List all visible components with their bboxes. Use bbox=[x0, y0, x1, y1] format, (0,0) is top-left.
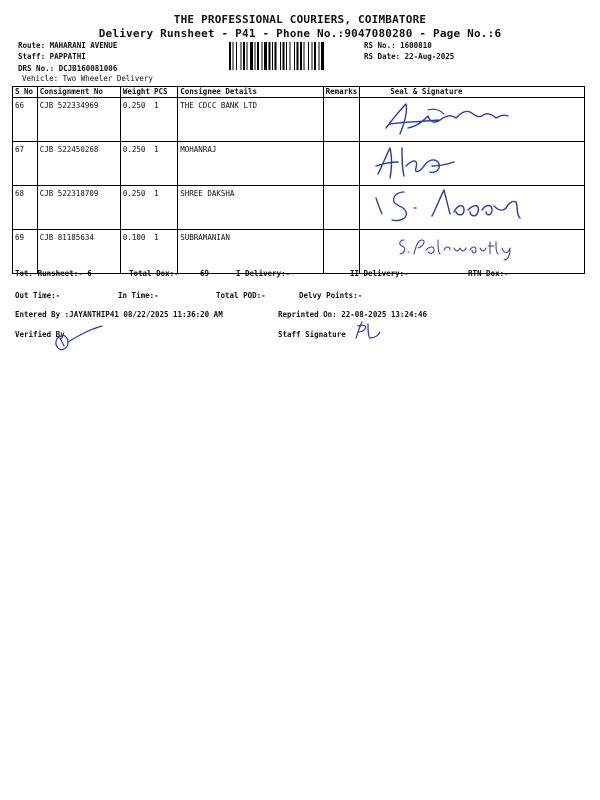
col-sno: S No bbox=[13, 87, 38, 98]
cell-pcs: 1 bbox=[152, 230, 178, 274]
rtn-dox: RTN Dox:- bbox=[468, 269, 509, 278]
cell-consignee: THE CDCC BANK LTD bbox=[178, 98, 323, 142]
total-dox-label: Total Dox:- bbox=[129, 269, 179, 278]
vehicle-label: Vehicle: Two Wheeler Delivery bbox=[22, 74, 153, 83]
entered-by: Entered By :JAYANTHIP41 08/22/2025 11:36:20 AM bbox=[15, 310, 223, 319]
ii-delivery: II Delivery:- bbox=[350, 269, 409, 278]
runsheet-subtitle: Delivery Runsheet - P41 - Phone No.:9047080280 - Page No.:6 bbox=[98, 27, 502, 40]
total-pod: Total POD:- bbox=[216, 291, 266, 300]
cell-sno: 68 bbox=[13, 186, 38, 230]
cell-sno: 69 bbox=[13, 230, 38, 274]
table-header-row bbox=[13, 87, 585, 98]
staff-label: Staff: PAPPATHI bbox=[18, 52, 86, 61]
cell-weight: 0.100 bbox=[120, 230, 152, 274]
cell-sno: 66 bbox=[13, 98, 38, 142]
i-delivery: I Delivery:- bbox=[236, 269, 291, 278]
cell-consignment: CJB 522318709 bbox=[37, 186, 120, 230]
cell-consignee: SHREE DAKSHA bbox=[178, 186, 323, 230]
signature-row-66 bbox=[378, 98, 528, 140]
tot-runsheet: Tot. Runsheet:- 6 bbox=[15, 269, 92, 278]
col-consignee: Consignee Details bbox=[178, 87, 323, 98]
cell-pcs: 1 bbox=[152, 98, 178, 142]
col-pcs: PCS bbox=[152, 87, 178, 98]
col-weight: Weight bbox=[120, 87, 152, 98]
barcode bbox=[229, 42, 359, 70]
table-row bbox=[13, 142, 585, 186]
staff-signature-label: Staff Signature bbox=[278, 330, 346, 339]
cell-remarks bbox=[323, 186, 360, 230]
cell-weight: 0.250 bbox=[120, 98, 152, 142]
delvy-points: Delvy Points:- bbox=[299, 291, 363, 300]
cell-weight: 0.250 bbox=[120, 186, 152, 230]
signature-row-67 bbox=[372, 140, 462, 184]
company-title: THE PROFESSIONAL COURIERS, COIMBATORE bbox=[173, 13, 427, 26]
cell-remarks bbox=[323, 98, 360, 142]
cell-remarks bbox=[323, 230, 360, 274]
cell-remarks bbox=[323, 142, 360, 186]
col-remarks: Remarks bbox=[323, 87, 360, 98]
signature-row-69-text: S. Padmavathy bbox=[396, 252, 404, 253]
cell-weight: 0.250 bbox=[120, 142, 152, 186]
cell-pcs: 1 bbox=[152, 186, 178, 230]
cell-consignment: CJB 81185634 bbox=[37, 230, 120, 274]
cell-pcs: 1 bbox=[152, 142, 178, 186]
verified-by-label: Verified By bbox=[15, 330, 65, 339]
col-signature: Seal & Signature bbox=[360, 87, 585, 98]
verified-signature bbox=[48, 322, 108, 356]
cell-consignment: CJB 522334969 bbox=[37, 98, 120, 142]
cell-consignee: SUBRAMANIAN bbox=[178, 230, 323, 274]
signature-row-68 bbox=[370, 184, 550, 226]
drs-label: DRS No.: DCJB160081006 bbox=[18, 64, 118, 73]
total-dox-value: 69 bbox=[200, 269, 210, 278]
route-label: Route: MAHARANI AVENUE bbox=[18, 41, 118, 50]
col-consignment: Consignment No bbox=[37, 87, 120, 98]
rs-date: RS Date: 22-Aug-2025 bbox=[364, 52, 455, 61]
in-time: In Time:- bbox=[118, 291, 159, 300]
staff-signature bbox=[352, 320, 382, 342]
cell-sno: 67 bbox=[13, 142, 38, 186]
cell-consignment: CJB 522450268 bbox=[37, 142, 120, 186]
reprinted-on: Reprinted On: 22-08-2025 13:24:46 bbox=[278, 310, 428, 319]
rs-number: RS No.: 1600810 bbox=[364, 41, 432, 50]
cell-consignee: MOHANRAJ bbox=[178, 142, 323, 186]
signature-row-69 bbox=[396, 232, 526, 262]
out-time: Out Time:- bbox=[15, 291, 61, 300]
